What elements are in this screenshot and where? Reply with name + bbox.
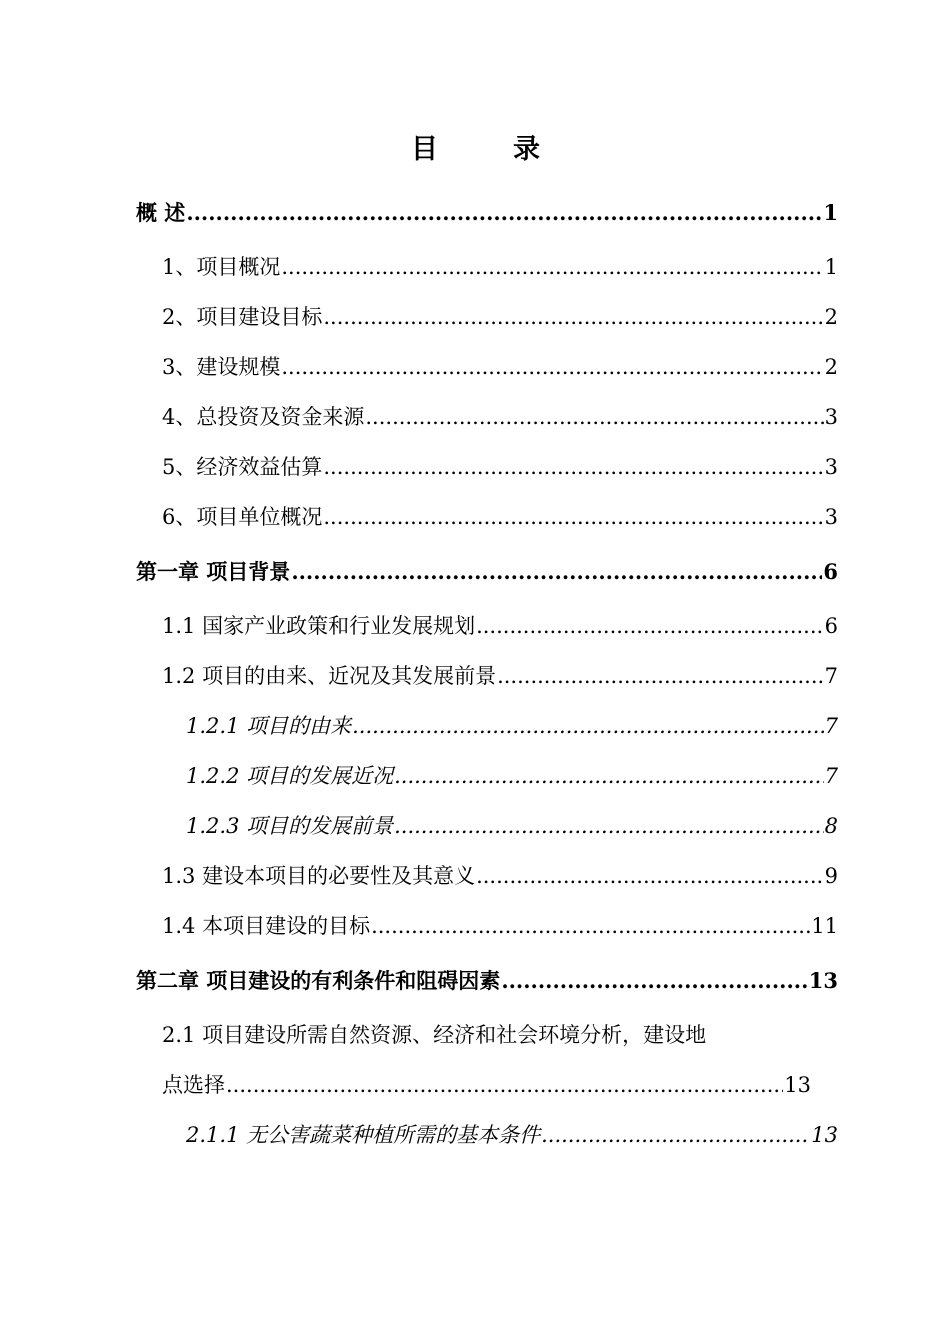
dot-leader — [497, 651, 824, 701]
toc-entry-project-unit[interactable] — [136, 492, 838, 542]
dot-leader — [323, 492, 823, 542]
toc-page-number: 9 — [824, 864, 838, 888]
toc-entry-text: 5、经济效益估算 — [162, 455, 323, 479]
toc-entry-text: 1.1 国家产业政策和行业发展规划 — [162, 614, 476, 638]
toc-entry-text: 1.3 建设本项目的必要性及其意义 — [162, 864, 476, 888]
toc-page-number: 2 — [824, 305, 838, 329]
dot-leader — [476, 601, 824, 651]
toc-entry-overview[interactable] — [136, 188, 838, 238]
toc-entry-1-1[interactable] — [136, 601, 838, 651]
dot-leader — [186, 188, 822, 238]
toc-page-number: 1 — [823, 200, 838, 225]
toc-entry-text: 4、总投资及资金来源 — [162, 405, 365, 429]
toc-entry-investment-funding[interactable] — [136, 392, 838, 442]
toc-entry-text: 1、项目概况 — [162, 255, 281, 279]
toc-entry-text: 1.2.3 项目的发展前景 — [186, 814, 394, 838]
dot-leader — [281, 342, 823, 392]
toc-page-number: 2 — [824, 355, 838, 379]
toc-entry-text: 2、项目建设目标 — [162, 305, 323, 329]
toc-page-number: 11 — [811, 914, 838, 938]
toc-page-number: 1 — [824, 255, 838, 279]
toc-entry-text: 6、项目单位概况 — [162, 505, 323, 529]
toc-page-number: 7 — [824, 764, 838, 788]
dot-leader — [323, 442, 823, 492]
dot-leader — [371, 901, 810, 951]
toc-entry-text: 第二章 项目建设的有利条件和阻碍因素 — [136, 968, 501, 993]
toc-entry-chapter-1[interactable] — [136, 547, 838, 597]
toc-entry-text: 1.2.1 项目的由来 — [186, 714, 352, 738]
toc-entry-text: 概 述 — [136, 200, 186, 225]
toc-page-number: 7 — [824, 664, 838, 688]
dot-leader — [281, 242, 823, 292]
dot-leader — [291, 547, 822, 597]
toc-entry-chapter-2[interactable] — [136, 956, 838, 1006]
toc-page-number: 6 — [824, 614, 838, 638]
toc-page-number: 3 — [824, 405, 838, 429]
dot-leader — [541, 1110, 810, 1160]
toc-title: 目 录 — [411, 134, 564, 165]
toc-entry-economic-benefit[interactable] — [136, 442, 838, 492]
toc-entry-2-1-continuation — [136, 1060, 811, 1110]
toc-entry-project-goals[interactable] — [136, 292, 838, 342]
toc-entry-text-line1: 2.1 项目建设所需自然资源、经济和社会环境分析，建设地 — [162, 1023, 707, 1047]
toc-entry-1-2-2[interactable] — [136, 751, 838, 801]
toc-entry-2-1-1[interactable] — [136, 1110, 838, 1160]
toc-entry-1-2-1[interactable] — [136, 701, 838, 751]
toc-page-number: 13 — [808, 968, 838, 993]
dot-leader — [352, 701, 824, 751]
toc-entry-1-2[interactable] — [136, 651, 838, 701]
dot-leader — [394, 801, 824, 851]
toc-page-number: 13 — [784, 1073, 811, 1097]
toc-entry-text: 第一章 项目背景 — [136, 559, 291, 584]
toc-entry-text: 2.1.1 无公害蔬菜种植所需的基本条件 — [186, 1123, 541, 1147]
toc-page-number: 13 — [811, 1123, 838, 1147]
toc-page-number: 7 — [824, 714, 838, 738]
toc-entry-1-4[interactable] — [136, 901, 838, 951]
toc-entry-text: 1.2 项目的由来、近况及其发展前景 — [162, 664, 497, 688]
toc-entry-1-2-3[interactable] — [136, 801, 838, 851]
table-of-contents — [136, 188, 838, 1160]
toc-entry-text: 1.2.2 项目的发展近况 — [186, 764, 394, 788]
toc-page-number: 3 — [824, 505, 838, 529]
dot-leader — [323, 292, 823, 342]
toc-entry-1-3[interactable] — [136, 851, 838, 901]
toc-entry-2-1[interactable] — [136, 1010, 838, 1110]
dot-leader — [365, 392, 823, 442]
toc-page-number: 3 — [824, 455, 838, 479]
dot-leader — [226, 1060, 783, 1110]
toc-entry-project-overview[interactable] — [136, 242, 838, 292]
toc-entry-text: 1.4 本项目建设的目标 — [162, 914, 371, 938]
toc-entry-text: 3、建设规模 — [162, 355, 281, 379]
dot-leader — [394, 751, 824, 801]
dot-leader — [476, 851, 824, 901]
toc-page-number: 6 — [823, 559, 838, 584]
toc-entry-construction-scale[interactable] — [136, 342, 838, 392]
toc-entry-text-line2: 点选择 — [162, 1073, 225, 1097]
dot-leader — [501, 956, 807, 1006]
toc-page-number: 8 — [824, 814, 838, 838]
